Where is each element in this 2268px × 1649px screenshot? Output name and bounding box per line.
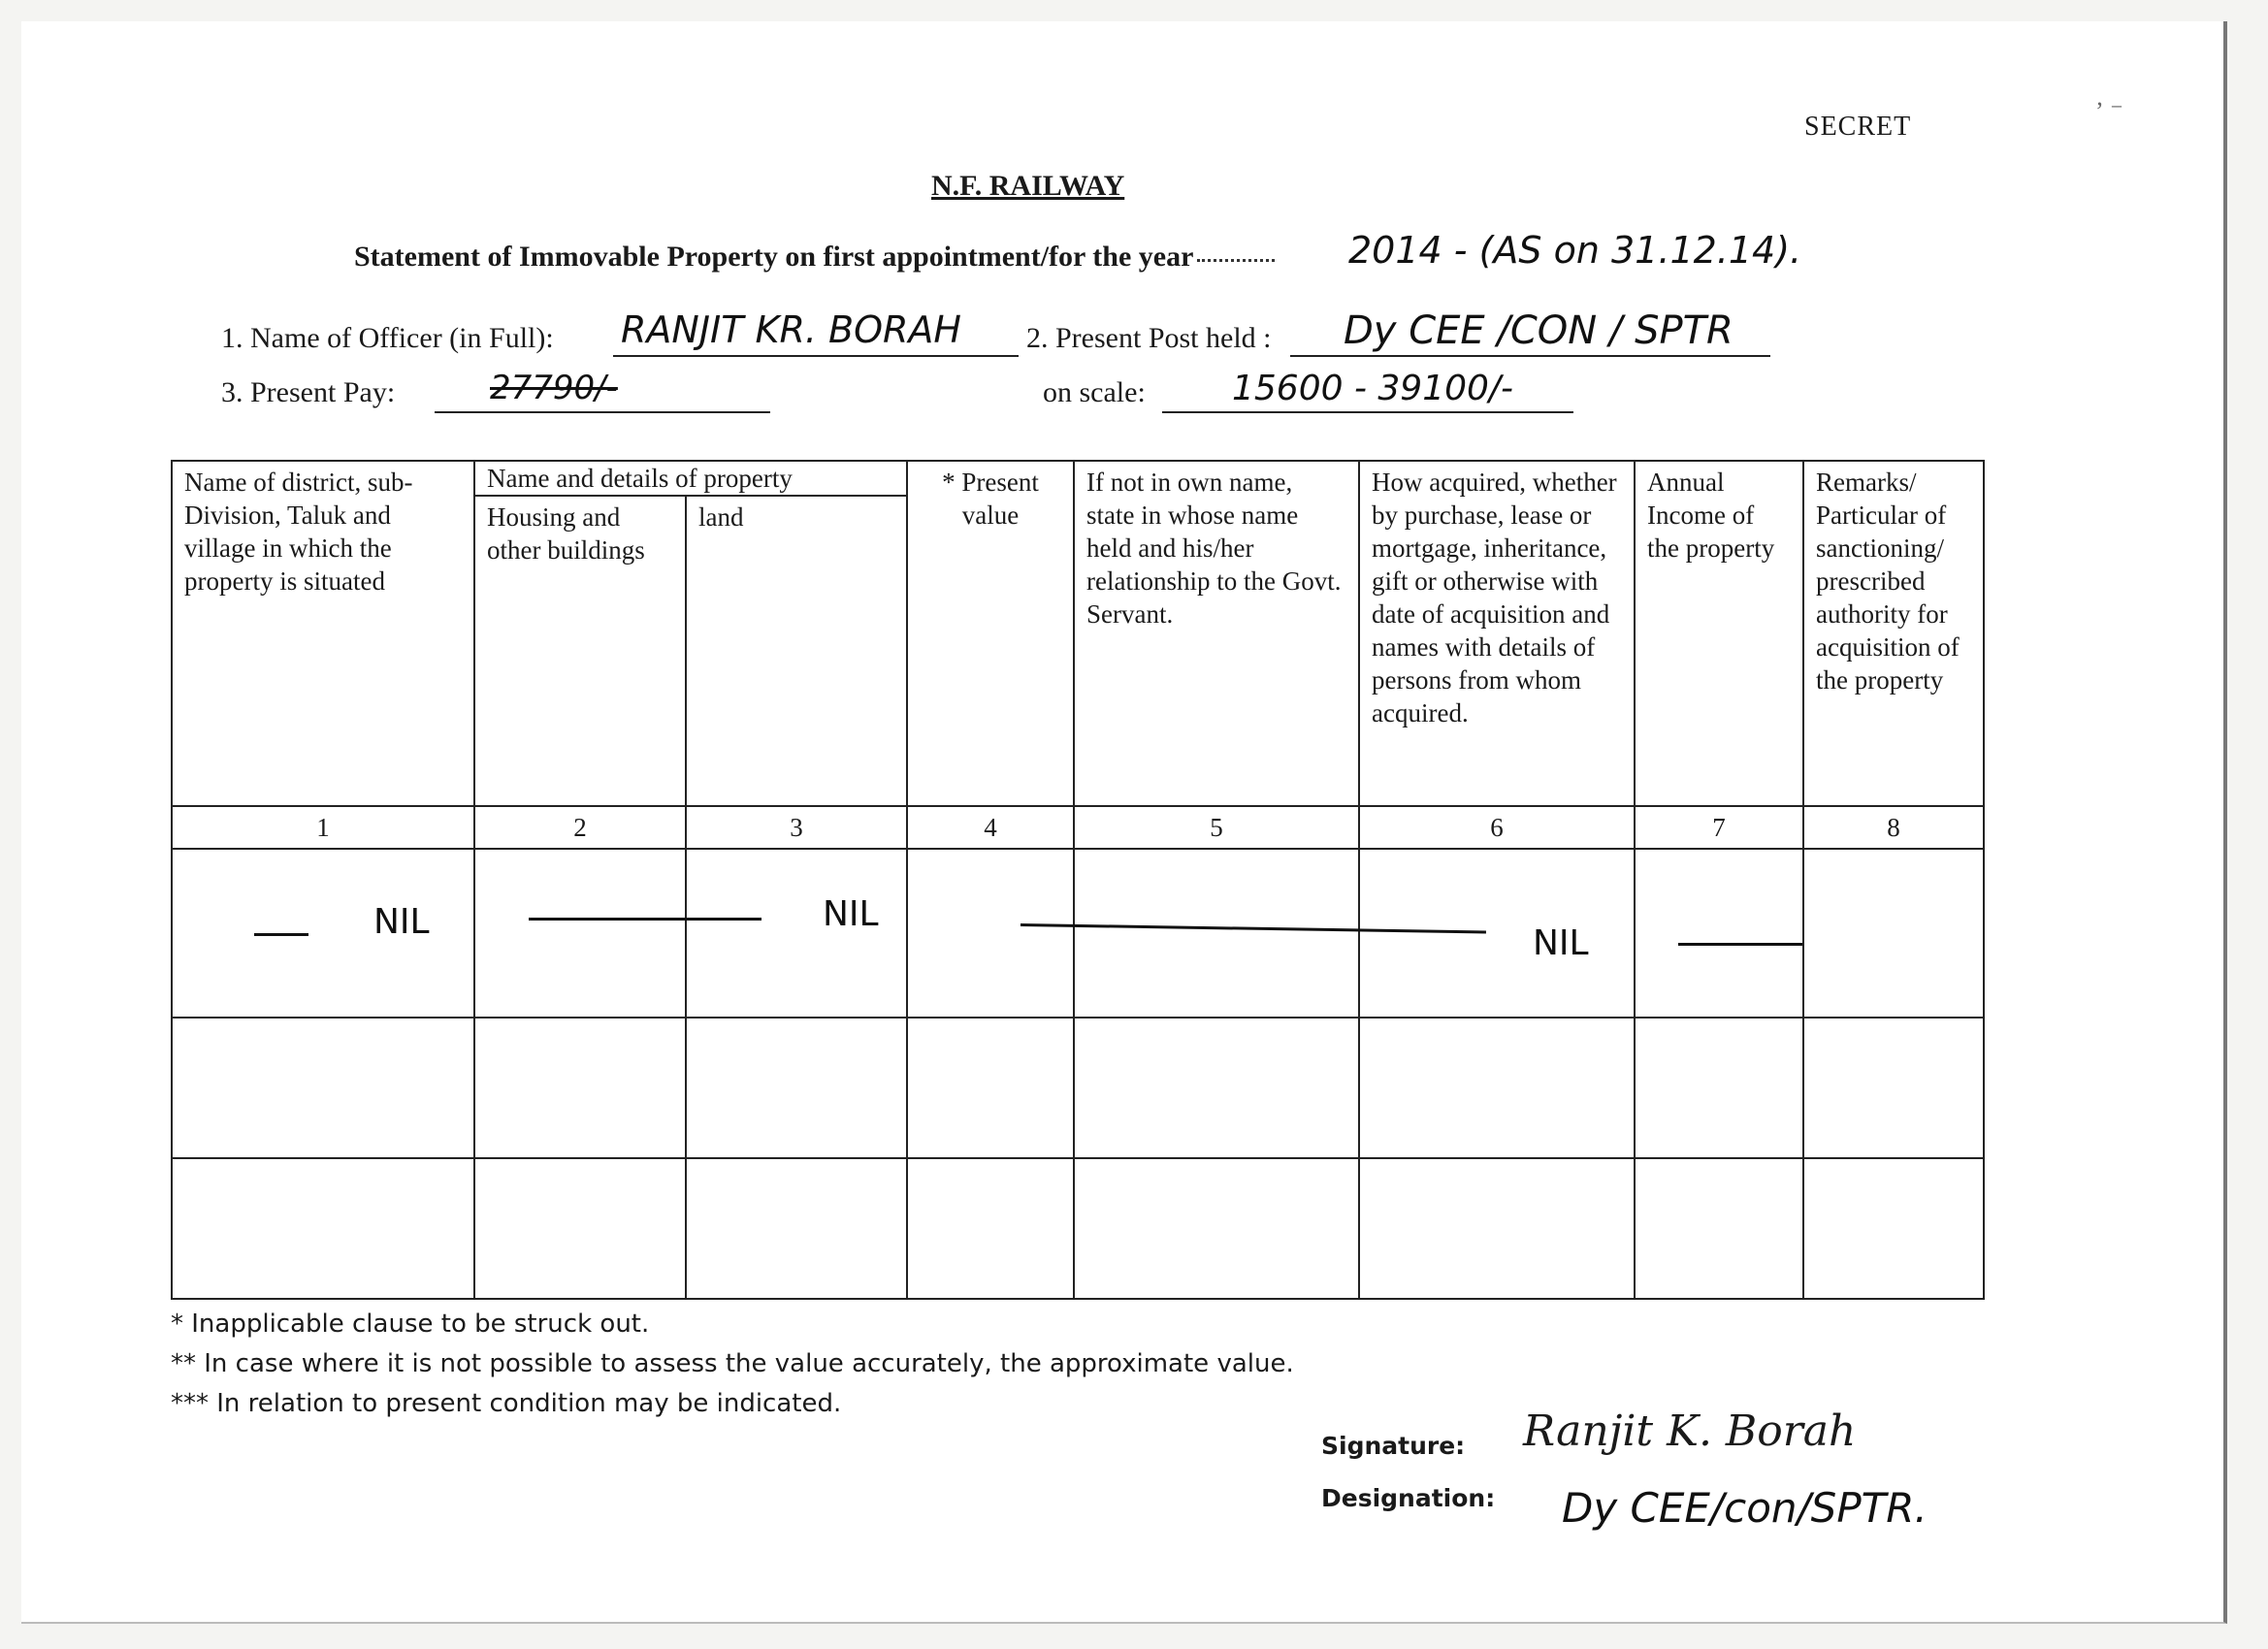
organisation-title: N.F. RAILWAY: [931, 170, 1125, 202]
table-cell: [1359, 1018, 1635, 1158]
header-present-value: * Present value: [907, 461, 1074, 806]
nil-dash-stroke: [254, 933, 308, 936]
column-number: 1: [172, 806, 474, 849]
table-row: [172, 849, 1984, 1018]
table-cell: [474, 1158, 686, 1299]
footnote: * Inapplicable clause to be struck out.: [171, 1310, 650, 1339]
present-post-value: Dy CEE /CON / SPTR: [1344, 308, 1733, 353]
column-number: 3: [686, 806, 907, 849]
table-cell: [907, 1158, 1074, 1299]
present-pay-value: 27790/-: [490, 369, 618, 407]
table-row: [172, 1158, 1984, 1299]
corner-mark: ʼ ⁻: [2095, 97, 2123, 125]
nil-dash-stroke: [1678, 943, 1802, 946]
year-dots: [1197, 259, 1275, 262]
table-cell: [907, 849, 1074, 1018]
table-header-row: [172, 461, 1984, 496]
nil-dash-stroke: [529, 918, 761, 921]
present-post-underline: [1290, 355, 1770, 357]
column-number: 6: [1359, 806, 1635, 849]
year-value: 2014 - (AS on 31.12.14).: [1348, 229, 1802, 272]
pay-scale-value: 15600 - 39100/-: [1232, 369, 1514, 408]
table-cell: [907, 1018, 1074, 1158]
signature-value: Ranjit K. Borah: [1523, 1406, 1857, 1456]
table-cell: [1803, 1018, 1984, 1158]
column-number: 4: [907, 806, 1074, 849]
present-pay-label: 3. Present Pay:: [221, 376, 396, 408]
footnote: *** In relation to present condition may be indicated.: [171, 1389, 842, 1418]
pay-scale-label: on scale:: [1043, 376, 1146, 408]
header-location: Name of district, sub-Division, Taluk and village in which the property is situated: [172, 461, 474, 806]
table-cell: [474, 849, 686, 1018]
designation-value: Dy CEE/con/SPTR.: [1562, 1484, 1928, 1532]
table-cell: [1635, 1018, 1803, 1158]
table-cell: [1635, 1158, 1803, 1299]
nil-entry: NIL: [373, 902, 430, 942]
footnote: ** In case where it is not possible to assess the value accurately, the approximate value.: [171, 1349, 1294, 1378]
table-cell: [1635, 849, 1803, 1018]
table-cell: [1803, 1158, 1984, 1299]
signature-label: Signature:: [1321, 1432, 1466, 1460]
officer-name-underline: [613, 355, 1019, 357]
column-number: 8: [1803, 806, 1984, 849]
header-name-held: If not in own name, state in whose name held and his/her relationship to the Govt. Servant.: [1074, 461, 1359, 806]
column-number: 7: [1635, 806, 1803, 849]
table-cell: [1074, 849, 1359, 1018]
property-table: [171, 460, 1985, 1300]
table-cell: [1359, 1158, 1635, 1299]
column-number: 2: [474, 806, 686, 849]
header-property-group: Name and details of property: [474, 461, 907, 496]
present-pay-underline: [435, 411, 770, 413]
classification-label: SECRET: [1804, 112, 1912, 142]
header-housing: Housing and other buildings: [474, 496, 686, 806]
officer-name-value: RANJIT KR. BORAH: [621, 308, 961, 351]
table-cell: [1074, 1018, 1359, 1158]
nil-entry: NIL: [1533, 923, 1589, 963]
column-number-row: [172, 806, 1984, 849]
statement-label: Statement of Immovable Property on first appointment/for the year: [354, 241, 1194, 273]
table-cell: [686, 1158, 907, 1299]
table-cell: [1359, 849, 1635, 1018]
header-annual-income: Annual Income of the property: [1635, 461, 1803, 806]
header-remarks: Remarks/ Particular of sanctioning/ prescribed authority for acquisition of the property: [1803, 461, 1984, 806]
table-cell: [1074, 1158, 1359, 1299]
pay-scale-underline: [1162, 411, 1573, 413]
table-cell: [1803, 849, 1984, 1018]
table-cell: [686, 1018, 907, 1158]
designation-label: Designation:: [1321, 1484, 1496, 1512]
statement-title: [354, 241, 1275, 274]
table-cell: [172, 1158, 474, 1299]
officer-name-label: 1. Name of Officer (in Full):: [221, 322, 554, 354]
present-post-label: 2. Present Post held :: [1026, 322, 1272, 354]
column-number: 5: [1074, 806, 1359, 849]
table-row: [172, 1018, 1984, 1158]
header-land: land: [686, 496, 907, 806]
header-how-acquired: How acquired, whether by purchase, lease or mortgage, inheritance, gift or otherwise with date of acquisition and names with details of persons from whom acquired.: [1359, 461, 1635, 806]
table-cell: [172, 1018, 474, 1158]
table-cell: [474, 1018, 686, 1158]
nil-entry: NIL: [823, 894, 879, 934]
